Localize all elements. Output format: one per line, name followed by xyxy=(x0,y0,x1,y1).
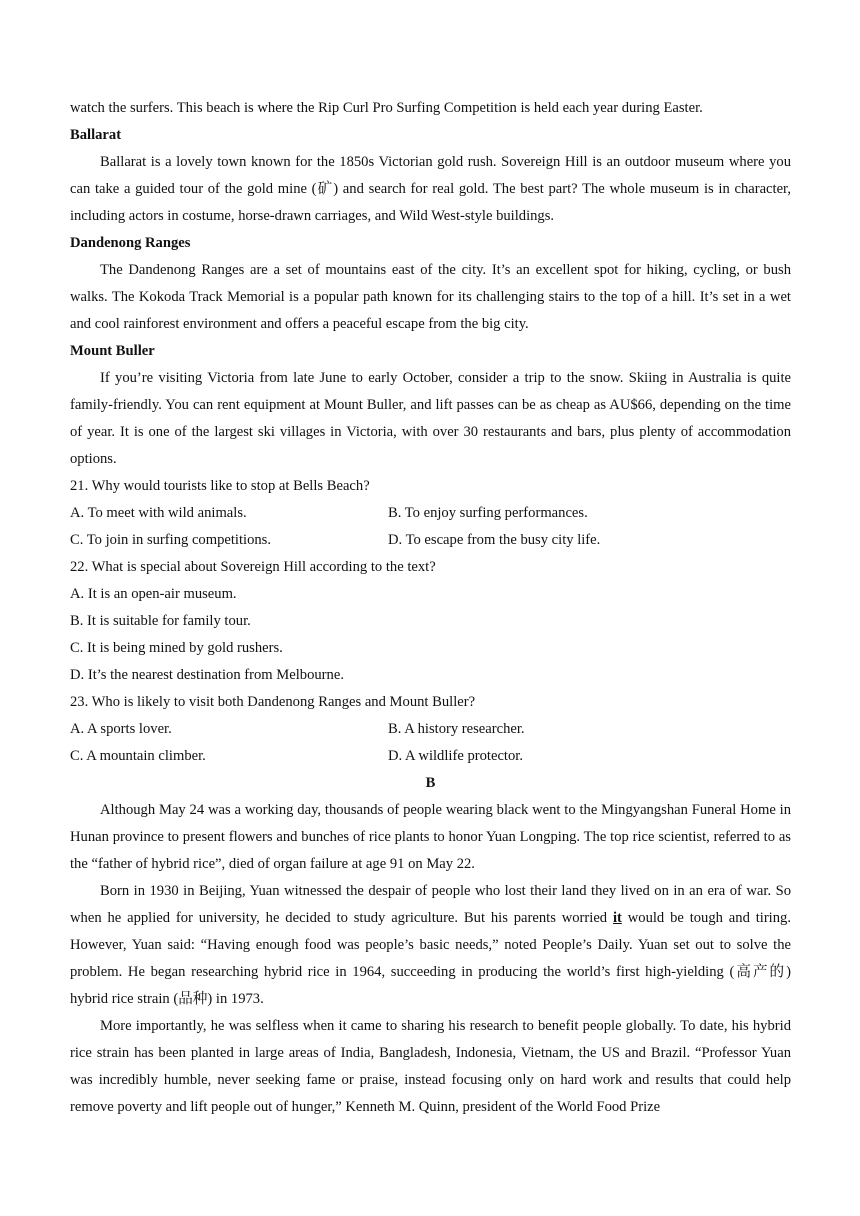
question-21-options-row-2 xyxy=(70,527,791,554)
question-21-option-c: C. To join in surfing competitions. xyxy=(70,532,271,548)
question-23-options-row-2 xyxy=(70,743,791,770)
question-23-option-d: D. A wildlife protector. xyxy=(388,748,523,764)
question-23-options-row-1 xyxy=(70,716,791,743)
passage-b-label: B xyxy=(425,775,436,791)
ballarat-heading: Ballarat xyxy=(70,127,122,143)
document-page xyxy=(70,95,791,1121)
question-21-option-a: A. To meet with wild animals. xyxy=(70,505,247,521)
question-21-option-b: B. To enjoy surfing performances. xyxy=(388,505,588,521)
dandenong-paragraph: The Dandenong Ranges are a set of mountains east of the city. It’s an excellent spot for hiking, cycling, or bush walks. The Kokoda Track Memorial is a popular path known for its challenging stairs to the top of a hill. It’s set in a wet and cool rainforest environment and offers a peaceful escape from the big city. xyxy=(70,262,791,332)
question-21-stem: 21. Why would tourists like to stop at Bells Beach? xyxy=(70,478,370,494)
question-23-stem: 23. Who is likely to visit both Dandenong Ranges and Mount Buller? xyxy=(70,694,476,710)
ballarat-paragraph xyxy=(70,149,791,230)
ballarat-text-b: ) and search for real gold. The best part? The whole museum is in character, including actors in costume, horse-drawn carriages, and Wild West-style buildings. xyxy=(70,181,791,224)
passage-b-paragraph-3: More importantly, he was selfless when it came to sharing his research to benefit people globally. To date, his hybrid rice strain has been planted in large areas of India, Bangladesh, Indonesia, Vietnam, the US and Brazil. “Professor Yuan was incredibly humble, never seeking fame or praise, instead focusing only on hard work and results that could help remove poverty and lift people out of hunger,” Kenneth M. Quinn, president of the World Food Prize xyxy=(70,1018,791,1115)
question-21-option-d: D. To escape from the busy city life. xyxy=(388,532,601,548)
passage-b-p2-text-b: would be tough and tiring. However, Yuan said: “Having enough food was people’s basic needs,” noted People’s Daily. Yuan set out to solve the problem. He began researching hybrid rice in 1964, succeeding in producing the world’s first high-yielding (高产的) hybrid rice strain (品种) in 1973. xyxy=(70,910,791,1007)
intro-tail-paragraph: watch the surfers. This beach is where the Rip Curl Pro Surfing Competition is held each year during Easter. xyxy=(70,100,703,116)
buller-paragraph: If you’re visiting Victoria from late June to early October, consider a trip to the snow. Skiing in Australia is quite family-friendly. You can rent equipment at Mount Buller, and lift passes can be as cheap as AU$66, depending on the time of year. It is one of the largest ski villages in Victoria, with over 30 restaurants and bars, plus plenty of accommodation options. xyxy=(70,370,791,467)
question-21-options-row-1 xyxy=(70,500,791,527)
question-23-option-c: C. A mountain climber. xyxy=(70,748,206,764)
question-22-stem: 22. What is special about Sovereign Hill according to the text? xyxy=(70,559,436,575)
question-22-option-a: A. It is an open-air museum. xyxy=(70,586,237,602)
passage-b-p2-text-a: Born in 1930 in Beijing, Yuan witnessed the despair of people who lost their land they lived on in an era of war. So when he applied for university, he decided to study agriculture. But his parents worried xyxy=(70,883,791,926)
question-22-option-b: B. It is suitable for family tour. xyxy=(70,613,251,629)
question-22-option-c: C. It is being mined by gold rushers. xyxy=(70,640,283,656)
question-23-option-b: B. A history researcher. xyxy=(388,721,525,737)
question-23-option-a: A. A sports lover. xyxy=(70,721,172,737)
dandenong-heading: Dandenong Ranges xyxy=(70,235,191,251)
mine-gloss: 矿 xyxy=(316,181,334,197)
passage-b-paragraph-2 xyxy=(70,878,791,1013)
question-22-option-d: D. It’s the nearest destination from Melbourne. xyxy=(70,667,344,683)
buller-heading: Mount Buller xyxy=(70,343,155,359)
passage-b-paragraph-1: Although May 24 was a working day, thousands of people wearing black went to the Mingyangshan Funeral Home in Hunan province to present flowers and bunches of rice plants to honor Yuan Longping. The top rice scientist, referred to as the “father of hybrid rice”, died of organ failure at age 91 on May 22. xyxy=(70,802,791,872)
ballarat-text-a: Ballarat is a lovely town known for the 1850s Victorian gold rush. Sovereign Hill is an outdoor museum where you can take a guided tour of the gold mine ( xyxy=(70,154,791,197)
underlined-word-it: it xyxy=(612,910,622,926)
